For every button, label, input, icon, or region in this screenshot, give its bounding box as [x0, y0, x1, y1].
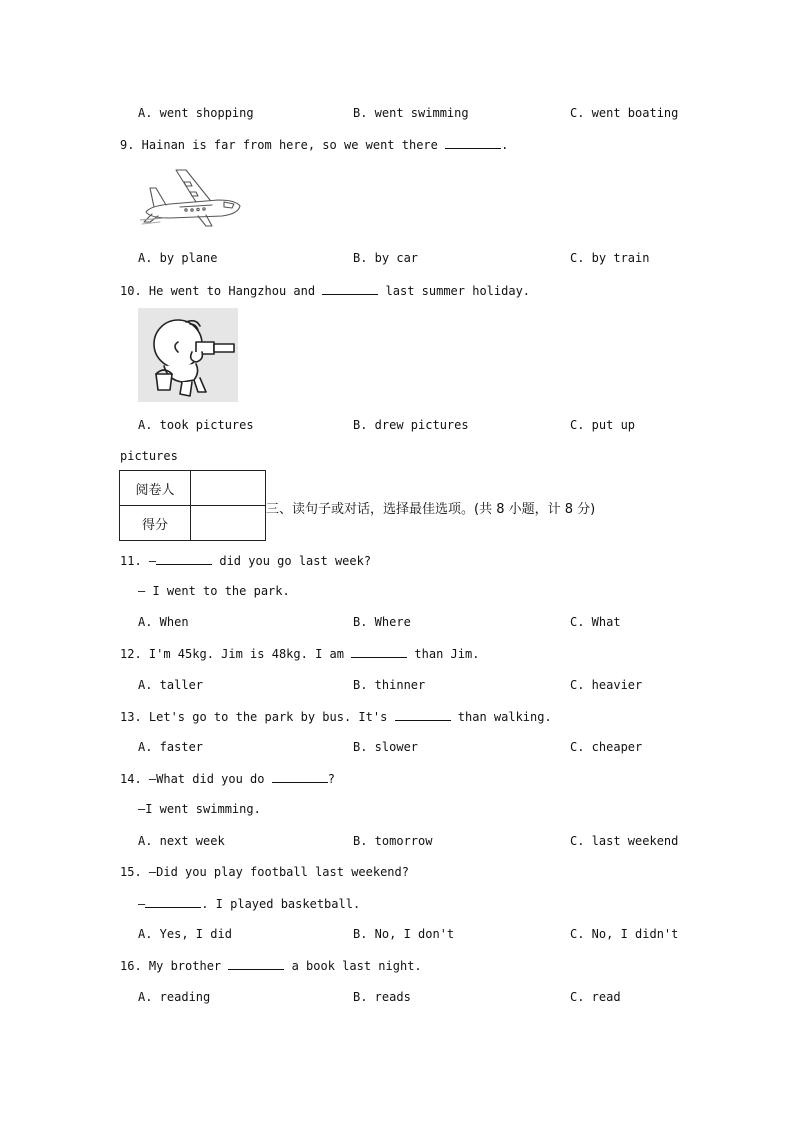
q13-text-after: than walking.	[450, 710, 552, 724]
q11-text-after: did you go last week?	[212, 554, 372, 568]
q10-option-b[interactable]: B. drew pictures	[353, 418, 469, 432]
q16-blank	[228, 957, 284, 970]
q16-question	[120, 957, 422, 974]
q12-text-before: 12. I'm 45kg. Jim is 48kg. I am	[120, 647, 352, 661]
q11-reply: — I went to the park.	[138, 584, 290, 598]
q16-text-after: a book last night.	[284, 959, 422, 973]
q16-option-a[interactable]: A. reading	[138, 990, 211, 1004]
q14-option-b[interactable]: B. tomorrow	[353, 834, 433, 848]
score-table	[119, 470, 266, 541]
q14-option-a[interactable]: A. next week	[138, 834, 225, 848]
q9-text-before: 9. Hainan is far from here, so we went there	[120, 138, 446, 152]
q13-question	[120, 708, 552, 725]
q14-option-c[interactable]: C. last weekend	[570, 834, 679, 848]
q12-text-after: than Jim.	[407, 647, 480, 661]
q9-option-b[interactable]: B. by car	[353, 251, 419, 265]
q15-reply	[138, 895, 360, 912]
q9-text-after: .	[501, 138, 509, 152]
q12-question	[120, 645, 479, 662]
airplane-icon	[140, 160, 244, 232]
q13-option-c[interactable]: C. cheaper	[570, 740, 643, 754]
q15-reply-after: . I played basketball.	[201, 897, 361, 911]
q8-option-a[interactable]: A. went shopping	[138, 106, 254, 120]
q15-option-c[interactable]: C. No, I didn't	[570, 927, 679, 941]
camera-boy-icon	[138, 308, 238, 402]
q15-blank	[145, 895, 201, 908]
grader-label: 阅卷人	[120, 471, 191, 506]
q11-text-before: 11. —	[120, 554, 157, 568]
q16-text-before: 16. My brother	[120, 959, 229, 973]
q15-option-a[interactable]: A. Yes, I did	[138, 927, 232, 941]
q10-text-before: 10. He went to Hangzhou and	[120, 284, 323, 298]
q14-blank	[272, 770, 328, 783]
grader-cell[interactable]	[191, 471, 266, 506]
section-3-title: 三、读句子或对话，选择最佳选项。(共 8 小题，计 8 分)	[266, 502, 596, 517]
q11-option-a[interactable]: A. When	[138, 615, 189, 629]
q12-blank	[351, 645, 407, 658]
airplane-illustration	[140, 160, 244, 232]
q8-option-b[interactable]: B. went swimming	[353, 106, 469, 120]
q13-option-b[interactable]: B. slower	[353, 740, 419, 754]
q10-blank	[322, 282, 378, 295]
q13-blank	[395, 708, 451, 721]
q15-reply-before: —	[138, 897, 146, 911]
q9-blank	[445, 136, 501, 149]
q14-question	[120, 770, 335, 787]
q11-question	[120, 552, 371, 569]
q15-option-b[interactable]: B. No, I don't	[353, 927, 455, 941]
q9-question	[120, 136, 508, 153]
q14-reply: —I went swimming.	[138, 802, 261, 816]
q14-text-after: ?	[327, 772, 335, 786]
q14-text-before: 14. —What did you do	[120, 772, 272, 786]
q12-option-c[interactable]: C. heavier	[570, 678, 643, 692]
q11-blank	[156, 552, 212, 565]
score-label: 得分	[120, 506, 191, 541]
q13-text-before: 13. Let's go to the park by bus. It's	[120, 710, 395, 724]
q13-option-a[interactable]: A. faster	[138, 740, 204, 754]
q8-option-c[interactable]: C. went boating	[570, 106, 679, 120]
q10-text-after: last summer holiday.	[378, 284, 531, 298]
q10-option-c-wrap: pictures	[120, 449, 178, 463]
score-cell[interactable]	[191, 506, 266, 541]
q11-option-c[interactable]: C. What	[570, 615, 621, 629]
q12-option-a[interactable]: A. taller	[138, 678, 204, 692]
q15-question: 15. —Did you play football last weekend?	[120, 865, 409, 879]
q10-option-c[interactable]: C. put up	[570, 418, 636, 432]
q10-option-a[interactable]: A. took pictures	[138, 418, 254, 432]
q16-option-b[interactable]: B. reads	[353, 990, 411, 1004]
q9-option-c[interactable]: C. by train	[570, 251, 650, 265]
q12-option-b[interactable]: B. thinner	[353, 678, 426, 692]
q16-option-c[interactable]: C. read	[570, 990, 621, 1004]
q9-option-a[interactable]: A. by plane	[138, 251, 218, 265]
q10-question	[120, 282, 530, 299]
q11-option-b[interactable]: B. Where	[353, 615, 411, 629]
boy-camera-illustration	[138, 308, 238, 402]
